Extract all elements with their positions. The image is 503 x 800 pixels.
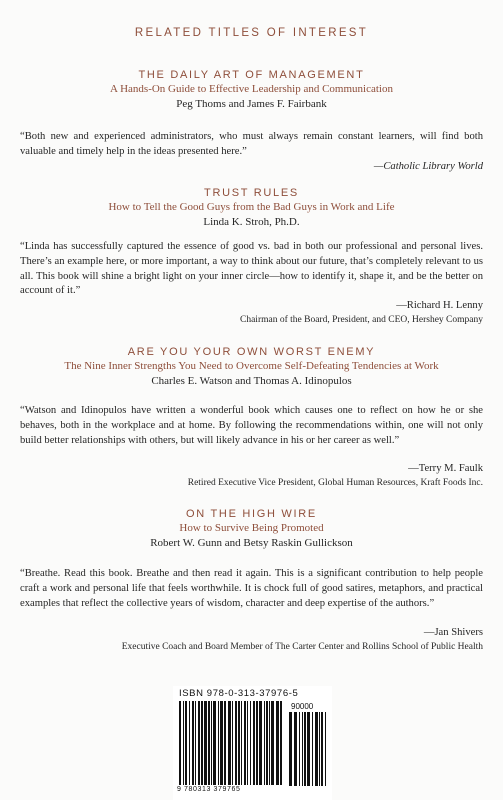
book-title: ARE YOU YOUR OWN WORST ENEMY	[127, 346, 376, 358]
book-authors: Peg Thoms and James F. Fairbank	[176, 98, 327, 110]
book-title: THE DAILY ART OF MANAGEMENT	[138, 69, 365, 81]
book-entry-daily-art	[0, 68, 503, 111]
page-heading: RELATED TITLES OF INTEREST	[134, 27, 369, 39]
ean-barcode-bars	[179, 701, 283, 787]
endorsement-attribution: —Jan Shivers	[423, 627, 483, 638]
endorsement-attribution: —Catholic Library World	[373, 161, 483, 172]
price-code: 90000	[291, 702, 314, 711]
endorsement-attribution-title: Executive Coach and Board Member of The Carter Center and Rollins School of Public Health	[121, 642, 483, 652]
endorsement-attribution-title: Chairman of the Board, President, and CEO, Hershey Company	[240, 315, 483, 325]
book-title: ON THE HIGH WIRE	[186, 508, 317, 520]
isbn-barcode	[173, 686, 332, 800]
ean-digits: 9 780313 379765	[177, 786, 241, 793]
endorsement-quote: “Breathe. Read this book. Breathe and then read it again. This is a significant contribution to help people craft a work and personal life that feels worthwhile. It is chock full of good satires, metaphors, and practical examples that reflect the collective years of wisdom, character and deep expertise of the authors.”	[20, 568, 483, 609]
endorsement-quote: “Watson and Idinopulos have written a wonderful book which causes one to reflect on how he or she behaves, both in the workplace and at home. By following the recommendations within, one will not only build better relationships with others, but will likely advance in his or her career as well.”	[20, 405, 483, 446]
isbn-number: ISBN 978-0-313-37976-5	[179, 688, 299, 699]
price-barcode-bars	[289, 712, 329, 788]
book-subtitle: The Nine Inner Strengths You Need to Overcome Self-Defeating Tendencies at Work	[64, 360, 439, 372]
endorsement-quote: “Linda has successfully captured the essence of good vs. bad in both our professional and personal lives. There’s an example here, or more important, a way to think about our future, that’s completely relevant to us all. This book will shine a bright light on your inner circle—how to identify it, shape it, and be the better on account of it.”	[20, 241, 483, 297]
endorsement-attribution: —Terry M. Faulk	[408, 463, 483, 474]
endorsement-quote: “Both new and experienced administrators, who must always remain constant learners, will find both valuable and timely help in the ideas presented here.”	[20, 131, 483, 157]
book-entry-worst-enemy	[0, 345, 503, 388]
book-subtitle: How to Tell the Good Guys from the Bad Guys in Work and Life	[108, 201, 395, 213]
endorsement-attribution: —Richard H. Lenny	[396, 300, 483, 311]
endorsement-attribution-title: Retired Executive Vice President, Global Human Resources, Kraft Foods Inc.	[187, 478, 483, 488]
book-subtitle: A Hands-On Guide to Effective Leadership and Communication	[110, 83, 393, 95]
book-authors: Robert W. Gunn and Betsy Raskin Gullickson	[150, 537, 353, 549]
book-title: TRUST RULES	[204, 187, 299, 199]
book-authors: Charles E. Watson and Thomas A. Idinopulos	[151, 375, 352, 387]
book-entry-high-wire	[0, 507, 503, 550]
book-authors: Linda K. Stroh, Ph.D.	[203, 216, 300, 228]
book-subtitle: How to Survive Being Promoted	[179, 522, 324, 534]
book-entry-trust-rules	[0, 186, 503, 229]
